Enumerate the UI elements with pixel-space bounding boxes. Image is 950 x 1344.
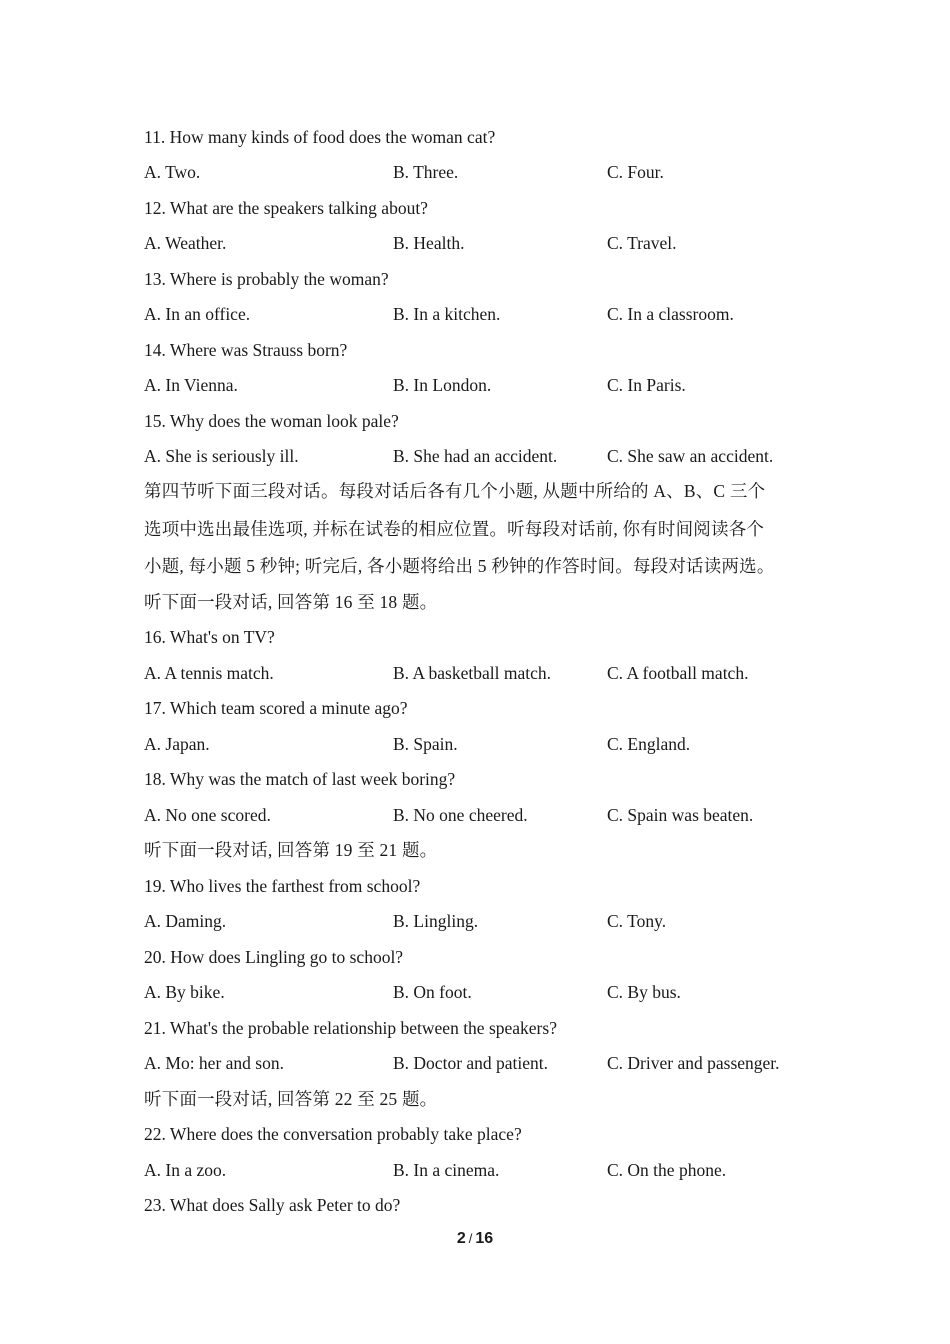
option-a: A. A tennis match.: [144, 663, 274, 683]
option-b: B. In a kitchen.: [393, 304, 501, 324]
option-a: A. Daming.: [144, 911, 227, 931]
option-a: A. By bike.: [144, 982, 225, 1002]
option-a: A. In a zoo.: [144, 1160, 227, 1180]
question-18: 18. Why was the match of last week boring?: [144, 769, 456, 789]
instruction-22-25: 听下面一段对话, 回答第 22 至 25 题。: [144, 1089, 438, 1109]
option-b: B. Health.: [393, 233, 465, 253]
question-23: 23. What does Sally ask Peter to do?: [144, 1195, 401, 1215]
question-20: 20. How does Lingling go to school?: [144, 947, 404, 967]
question-11: 11. How many kinds of food does the woman cat?: [144, 127, 496, 147]
option-a: A. Weather.: [144, 233, 227, 253]
option-b: B. On foot.: [393, 982, 472, 1002]
question-12: 12. What are the speakers talking about?: [144, 198, 428, 218]
option-b: B. In a cinema.: [393, 1160, 500, 1180]
question-19: 19. Who lives the farthest from school?: [144, 876, 421, 896]
current-page: 2: [456, 1230, 466, 1247]
option-b: B. No one cheered.: [393, 805, 528, 825]
option-c: C. In a classroom.: [607, 304, 734, 324]
option-a: A. Japan.: [144, 734, 210, 754]
option-c: C. Spain was beaten.: [607, 805, 754, 825]
option-a: A. Two.: [144, 162, 201, 182]
option-c: C. Driver and passenger.: [607, 1053, 780, 1073]
option-b: B. Three.: [393, 162, 459, 182]
instruction-19-21: 听下面一段对话, 回答第 19 至 21 题。: [144, 840, 438, 860]
option-c: C. On the phone.: [607, 1160, 727, 1180]
option-b: B. Doctor and patient.: [393, 1053, 549, 1073]
section-4-instructions-line-2: 选项中选出最佳选项, 并标在试卷的相应位置。听每段对话前, 你有时间阅读各个: [144, 519, 765, 539]
question-17: 17. Which team scored a minute ago?: [144, 698, 408, 718]
question-14: 14. Where was Strauss born?: [144, 340, 348, 360]
option-c: C. She saw an accident.: [607, 446, 774, 466]
option-b: B. She had an accident.: [393, 446, 558, 466]
section-4-instructions-line-1: 第四节听下面三段对话。每段对话后各有几个小题, 从题中所给的 A、B、C 三个: [144, 481, 766, 501]
option-c: C. Travel.: [607, 233, 677, 253]
option-b: B. A basketball match.: [393, 663, 551, 683]
page-number: [0, 1226, 950, 1252]
option-a: A. In Vienna.: [144, 375, 238, 395]
question-21: 21. What's the probable relationship between the speakers?: [144, 1018, 557, 1038]
question-22: 22. Where does the conversation probably take place?: [144, 1124, 522, 1144]
option-a: A. She is seriously ill.: [144, 446, 299, 466]
option-c: C. England.: [607, 734, 691, 754]
option-c: C. Tony.: [607, 911, 667, 931]
total-pages: 16: [475, 1230, 494, 1247]
question-13: 13. Where is probably the woman?: [144, 269, 389, 289]
option-b: B. Lingling.: [393, 911, 479, 931]
option-a: A. Mo: her and son.: [144, 1053, 284, 1073]
section-4-instructions-line-3: 小题, 每小题 5 秒钟; 听完后, 各小题将给出 5 秒钟的作答时间。每段对话读两选。: [144, 556, 775, 576]
option-c: C. Four.: [607, 162, 664, 182]
page-separator: /: [468, 1231, 473, 1246]
option-c: C. A football match.: [607, 663, 749, 683]
option-a: A. In an office.: [144, 304, 251, 324]
question-16: 16. What's on TV?: [144, 627, 275, 647]
option-c: C. By bus.: [607, 982, 681, 1002]
option-a: A. No one scored.: [144, 805, 271, 825]
instruction-16-18: 听下面一段对话, 回答第 16 至 18 题。: [144, 592, 438, 612]
option-b: B. Spain.: [393, 734, 458, 754]
option-b: B. In London.: [393, 375, 492, 395]
question-15: 15. Why does the woman look pale?: [144, 411, 399, 431]
option-c: C. In Paris.: [607, 375, 686, 395]
